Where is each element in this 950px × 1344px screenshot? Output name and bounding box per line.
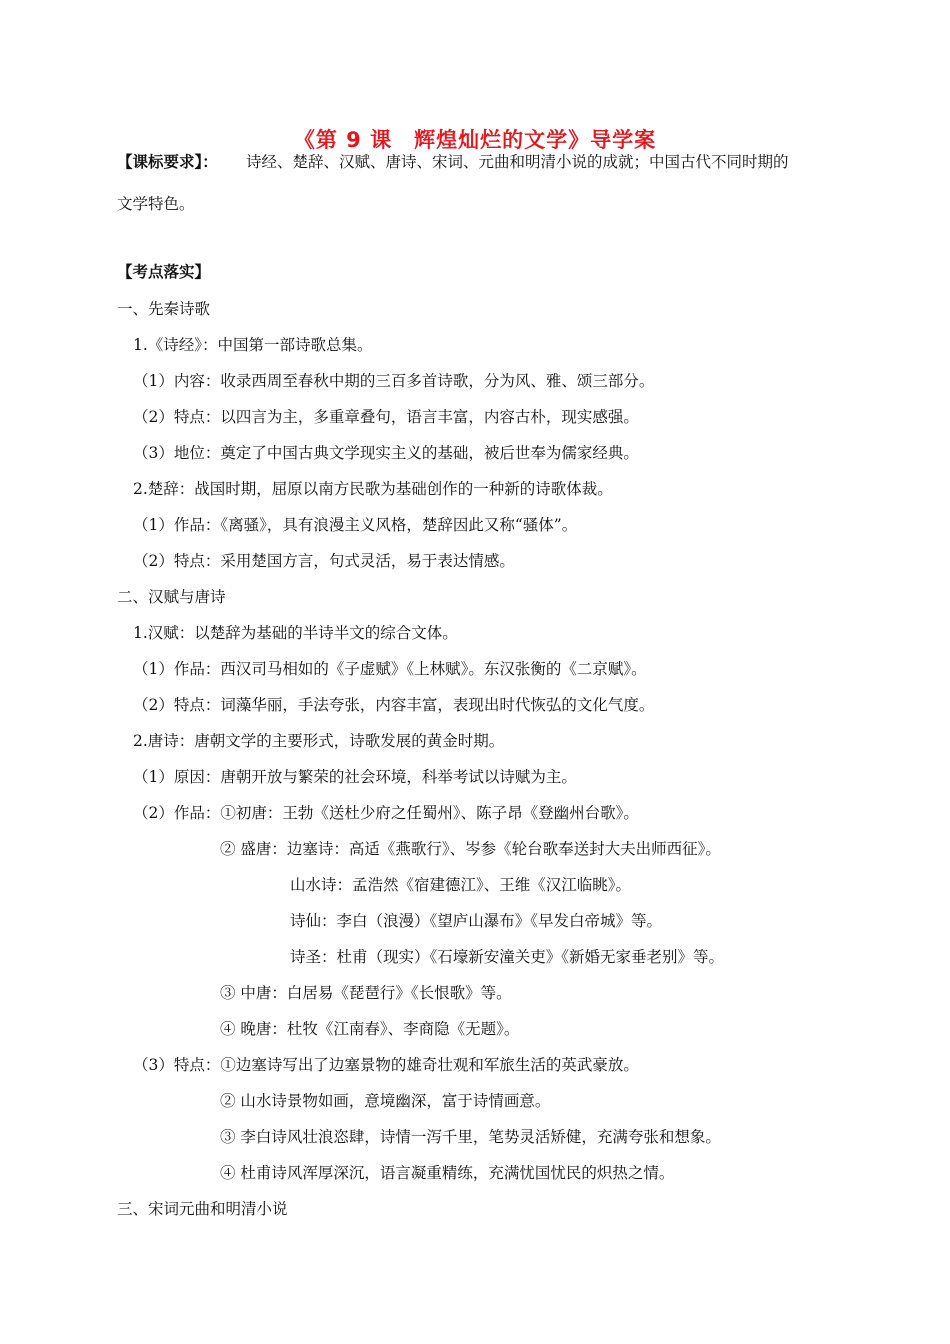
- list-item: （2）特点：词藻华丽，手法夸张，内容丰富，表现出时代恢弘的文化气度。: [133, 696, 655, 714]
- heading-song-yuan-ming-qing: 三、宋词元曲和明清小说: [117, 1200, 288, 1218]
- list-item: （2）特点：采用楚国方言，句式灵活，易于表达情感。: [133, 552, 515, 570]
- list-item: 2.楚辞：战国时期，屈原以南方民歌为基础创作的一种新的诗歌体裁。: [133, 480, 613, 498]
- list-item: 诗仙：李白（浪漫）《望庐山瀑布》《早发白帝城》等。: [290, 912, 663, 930]
- heading-pre-qin-poetry: 一、先秦诗歌: [117, 300, 211, 318]
- list-item: （2）作品：①初唐：王勃《送杜少府之任蜀州》、陈子昂《登幽州台歌》。: [133, 804, 639, 822]
- list-item: （2）特点：以四言为主，多重章叠句，语言丰富，内容古朴，现实感强。: [133, 408, 639, 426]
- list-item: 1.汉赋：以楚辞为基础的半诗半文的综合文体。: [133, 624, 458, 642]
- standard-label: 【课标要求】：: [117, 153, 218, 171]
- list-item: 1.《诗经》：中国第一部诗歌总集。: [133, 336, 373, 354]
- standard-text-line-2: 文学特色。: [117, 195, 195, 213]
- list-item: （1）作品：西汉司马相如的《子虚赋》《上林赋》。东汉张衡的《二京赋》。: [133, 660, 647, 678]
- section-heading: 【考点落实】: [117, 263, 211, 281]
- standard-text-line-1: 诗经、楚辞、汉赋、唐诗、宋词、元曲和明清小说的成就；中国古代不同时期的: [246, 153, 789, 171]
- list-item: （3）特点：①边塞诗写出了边塞景物的雄奇壮观和军旅生活的英武豪放。: [133, 1056, 639, 1074]
- list-item: 2.唐诗：唐朝文学的主要形式，诗歌发展的黄金时期。: [133, 732, 505, 750]
- list-item: （1）原因：唐朝开放与繁荣的社会环境，科举考试以诗赋为主。: [133, 768, 577, 786]
- list-item: 诗圣：杜甫（现实）《石壕新安潼关吏》《新婚无家垂老别》等。: [290, 948, 725, 966]
- list-item: （1）内容：收录西周至春秋中期的三百多首诗歌，分为风、雅、颂三部分。: [133, 372, 655, 390]
- list-item: （3）地位：奠定了中国古典文学现实主义的基础，被后世奉为儒家经典。: [133, 444, 639, 462]
- list-item: ④ 杜甫诗风浑厚深沉，语言凝重精练，充满忧国忧民的炽热之情。: [220, 1164, 675, 1182]
- heading-han-fu-tang-poetry: 二、汉赋与唐诗: [117, 588, 226, 606]
- list-item: 山水诗：孟浩然《宿建德江》、王维《汉江临眺》。: [290, 876, 632, 894]
- list-item: ③ 李白诗风壮浪恣肆，诗情一泻千里，笔势灵活矫健，充满夸张和想象。: [220, 1128, 721, 1146]
- page-title: 《第 9 课 辉煌灿烂的文学》导学案: [293, 128, 657, 152]
- list-item: ② 盛唐：边塞诗：高适《燕歌行》、岑参《轮台歌奉送封大夫出师西征》。: [220, 840, 721, 858]
- list-item: ④ 晚唐：杜牧《江南春》、李商隐《无题》。: [220, 1020, 520, 1038]
- list-item: ② 山水诗景物如画，意境幽深，富于诗情画意。: [220, 1092, 551, 1110]
- list-item: （1）作品：《离骚》，具有浪漫主义风格，楚辞因此又称“骚体”。: [133, 516, 578, 534]
- list-item: ③ 中唐：白居易《琵琶行》《长恨歌》等。: [220, 984, 512, 1002]
